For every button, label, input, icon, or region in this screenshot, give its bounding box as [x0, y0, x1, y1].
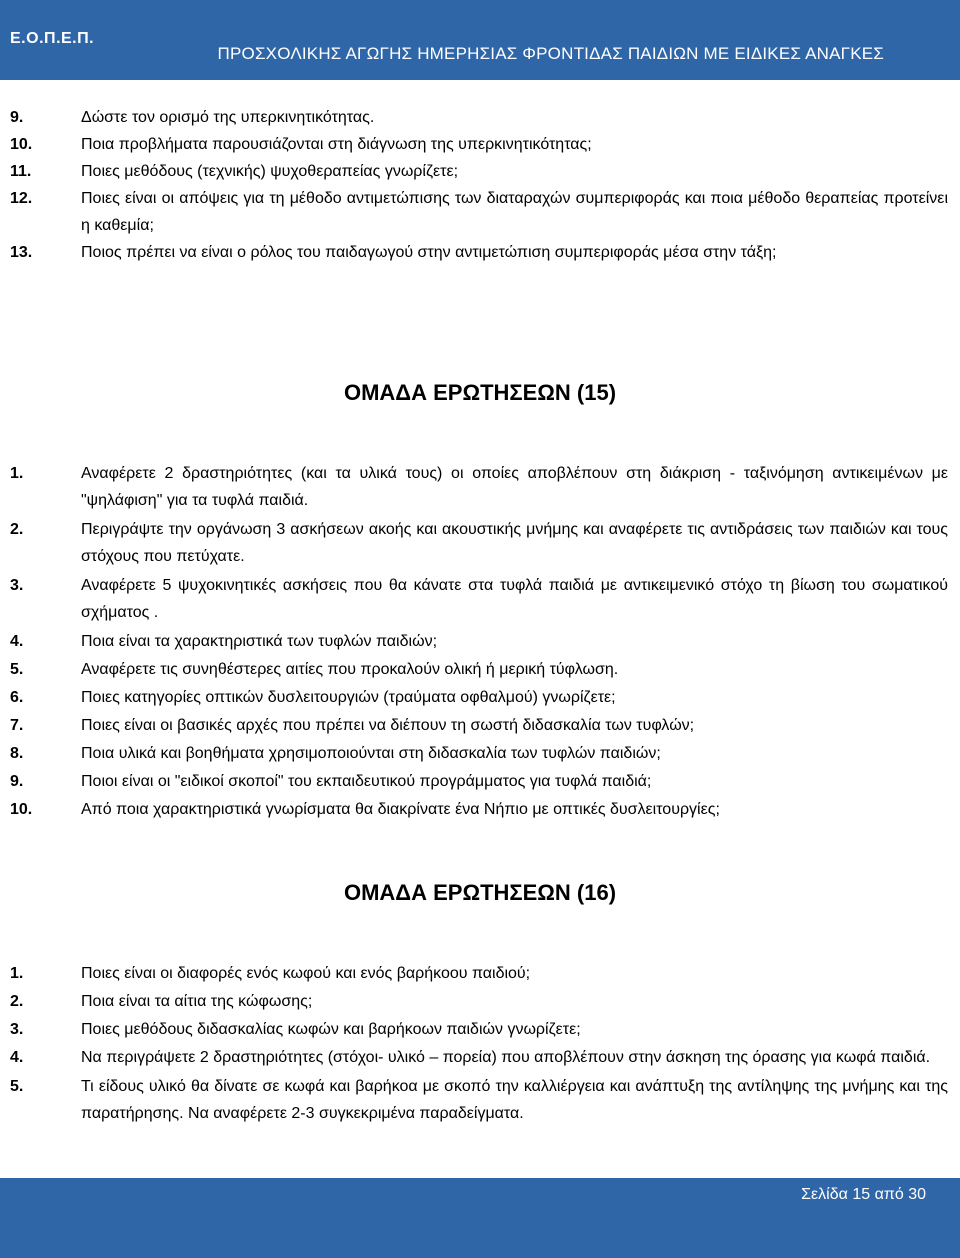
question-item — [10, 656, 948, 683]
group-16-questions-list — [10, 960, 948, 1127]
header-org: Ε.Ο.Π.Ε.Π. — [10, 30, 95, 47]
question-text: Αναφέρετε τις συνηθέστερες αιτίες που προκαλούν ολική ή μερική τύφλωση. — [81, 661, 619, 678]
question-number: 3. — [10, 577, 24, 594]
question-number: 13. — [10, 244, 33, 261]
group-16-title: ΟΜΑΔΑ ΕΡΩΤΗΣΕΩΝ (16) — [343, 880, 617, 905]
question-number: 5. — [10, 1078, 24, 1095]
header-bar — [0, 0, 960, 80]
question-text: Περιγράψτε την οργάνωση 3 ασκήσεων ακοής και ακουστικής μνήμης και αναφέρετε τις αντιδράσεις των παιδιών και τους στόχους που πετύχατε. — [81, 521, 948, 565]
question-item — [10, 712, 948, 739]
header-divider — [0, 80, 960, 86]
question-text: Να περιγράψετε 2 δραστηριότητες (στόχοι- υλικό – πορεία) που αποβλέπουν στην άσκηση της όρασης για κωφά παιδιά. — [81, 1049, 931, 1066]
question-item — [10, 960, 948, 987]
question-text: Από ποια χαρακτηριστικά γνωρίσματα θα διακρίνατε ένα Νήπιο με οπτικές δυσλειτουργίες; — [81, 801, 720, 818]
question-item — [10, 516, 948, 570]
question-text: Τι είδους υλικό θα δίνατε σε κωφά και βαρήκοα με σκοπό την καλλιέργεια και ανάπτυξη της αντίληψης της μνήμης και της παρατήρησης. Να αναφέρετε 2-3 συγκεκριμένα παραδείγματα. — [81, 1078, 948, 1122]
question-number: 3. — [10, 1021, 24, 1038]
question-number: 9. — [10, 109, 24, 126]
question-number: 1. — [10, 965, 24, 982]
question-item — [10, 572, 948, 626]
question-number: 8. — [10, 745, 24, 762]
question-item — [10, 460, 948, 514]
question-item — [10, 628, 948, 655]
question-item — [10, 1016, 948, 1043]
question-item — [10, 158, 948, 185]
question-number: 7. — [10, 717, 24, 734]
question-text: Δώστε τον ορισμό της υπερκινητικότητας. — [81, 109, 375, 126]
question-item — [10, 768, 948, 795]
question-item — [10, 104, 948, 131]
question-text: Ποιες κατηγορίες οπτικών δυσλειτουργιών (τραύματα οφθαλμού) γνωρίζετε; — [81, 689, 616, 706]
question-item — [10, 131, 948, 158]
page-number: Σελίδα 15 από 30 — [801, 1186, 926, 1203]
question-number: 4. — [10, 633, 24, 650]
question-item — [10, 1044, 948, 1071]
question-item — [10, 1073, 948, 1127]
group-15-title: ΟΜΑΔΑ ΕΡΩΤΗΣΕΩΝ (15) — [343, 380, 617, 405]
question-text: Ποιες μεθόδους (τεχνικής) ψυχοθεραπείας γνωρίζετε; — [81, 163, 459, 180]
question-text: Ποιος πρέπει να είναι ο ρόλος του παιδαγωγού στην αντιμετώπιση συμπεριφοράς μέσα στην τάξη; — [81, 244, 777, 261]
question-text: Ποιοι είναι οι "ειδικοί σκοποί" του εκπαιδευτικού προγράμματος για τυφλά παιδιά; — [81, 773, 652, 790]
continued-questions-list — [10, 104, 948, 266]
question-number: 2. — [10, 993, 24, 1010]
question-number: 5. — [10, 661, 24, 678]
group-15-questions-list — [10, 460, 948, 823]
question-text: Αναφέρετε 2 δραστηριότητες (και τα υλικά τους) οι οποίες αποβλέπουν στη διάκριση - ταξινόμηση αντικειμένων με "ψηλάφιση" για τα τυφλά παιδιά. — [81, 465, 948, 509]
question-item — [10, 796, 948, 823]
question-number: 1. — [10, 465, 24, 482]
question-item — [10, 239, 948, 266]
question-text: Αναφέρετε 5 ψυχοκινητικές ασκήσεις που θα κάνατε στα τυφλά παιδιά με αντικειμενικό στόχο τη βίωση του σωματικού σχήματος . — [81, 577, 948, 621]
question-item — [10, 684, 948, 711]
question-item — [10, 185, 948, 239]
question-text: Ποια είναι τα χαρακτηριστικά των τυφλών παιδιών; — [81, 633, 438, 650]
question-number: 4. — [10, 1049, 24, 1066]
question-number: 9. — [10, 773, 24, 790]
question-number: 2. — [10, 521, 24, 538]
question-item — [10, 988, 948, 1015]
question-number: 10. — [10, 801, 33, 818]
question-text: Ποιες είναι οι διαφορές ενός κωφού και ενός βαρήκοου παιδιού; — [81, 965, 531, 982]
question-number: 11. — [10, 163, 32, 180]
question-item — [10, 740, 948, 767]
question-text: Ποιες είναι οι βασικές αρχές που πρέπει να διέπουν τη σωστή διδασκαλία των τυφλών; — [81, 717, 695, 734]
question-number: 10. — [10, 136, 33, 153]
question-text: Ποια υλικά και βοηθήματα χρησιμοποιούνται στη διδασκαλία των τυφλών παιδιών; — [81, 745, 661, 762]
question-number: 12. — [10, 190, 33, 207]
question-number: 6. — [10, 689, 24, 706]
header-title: ΠΡΟΣΧΟΛΙΚΗΣ ΑΓΩΓΗΣ ΗΜΕΡΗΣΙΑΣ ΦΡΟΝΤΙΔΑΣ ΠΑΙΔΙΩΝ ΜΕ ΕΙΔΙΚΕΣ ΑΝΑΓΚΕΣ — [217, 44, 884, 63]
question-text: Ποια προβλήματα παρουσιάζονται στη διάγνωση της υπερκινητικότητας; — [81, 136, 592, 153]
question-text: Ποιες μεθόδους διδασκαλίας κωφών και βαρήκοων παιδιών γνωρίζετε; — [81, 1021, 581, 1038]
question-text: Ποια είναι τα αίτια της κώφωσης; — [81, 993, 313, 1010]
question-text: Ποιες είναι οι απόψεις για τη μέθοδο αντιμετώπισης των διαταραχών συμπεριφοράς και ποια μέθοδο θεραπείας προτείνει η καθεμία; — [81, 190, 948, 234]
